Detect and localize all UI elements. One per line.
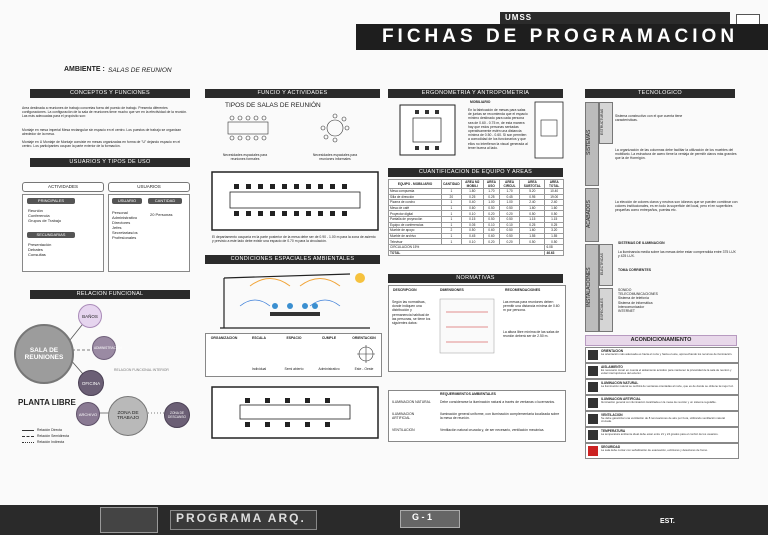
especial-item: Sistema de informática bbox=[618, 300, 653, 305]
table-cell: 0.45 bbox=[499, 194, 519, 200]
total-value: 46.63 bbox=[545, 250, 564, 256]
activity-item: Grupos de Trabajo bbox=[28, 218, 62, 223]
table-cell: 1.15 bbox=[545, 216, 564, 222]
table-cell: 0.50 bbox=[520, 211, 545, 217]
relacion-interior-label: RELACION FUNCIONAL INTERIOR bbox=[114, 368, 169, 372]
floor-plan-bottom bbox=[210, 385, 380, 440]
table-cell: 0.40 bbox=[461, 200, 483, 206]
orientation-value: Semi abierto bbox=[284, 367, 304, 371]
table-header: AREA CIRCUL bbox=[499, 180, 519, 189]
acond-row bbox=[585, 411, 739, 427]
acond-row bbox=[585, 379, 739, 395]
table-cell: 0.25 bbox=[545, 222, 564, 228]
table-cell: 1 bbox=[442, 200, 462, 206]
total-label: TOTAL bbox=[389, 250, 545, 256]
table-cell: 0.10 bbox=[461, 211, 483, 217]
table-header: AREA M2 MOBILI bbox=[461, 180, 483, 189]
user-item: Jefes bbox=[112, 225, 122, 230]
section-condiciones: CONDICIONES ESPACIALES AMBIENTALES bbox=[205, 255, 380, 264]
table-cell-item: Pantalla de proyección bbox=[389, 216, 442, 222]
table-cell: 0.50 bbox=[483, 205, 499, 211]
legend-label: Relación Indirecta bbox=[37, 440, 65, 445]
administracion-label: ADMINISTRACIÓN bbox=[94, 346, 122, 350]
legend-item bbox=[22, 428, 69, 432]
footer-sheet: G - 1 bbox=[412, 512, 433, 522]
table-cell: 0.60 bbox=[483, 233, 499, 239]
table-cell: 0.50 bbox=[461, 228, 483, 234]
normativas-col-1: DESCRIPCION bbox=[393, 288, 417, 292]
ambientales-text: Ventilación natural cruzada y, de ser necesario, ventilación mecánica. bbox=[440, 428, 545, 432]
formal-table-diagram bbox=[228, 116, 268, 140]
table-cell: 0.60 bbox=[483, 228, 499, 234]
table-cell: 1 bbox=[442, 189, 462, 195]
table-cell: 0.20 bbox=[499, 211, 519, 217]
orientation-header: ESPACIO bbox=[286, 336, 302, 340]
section-usuarios: USUARIOS Y TIPOS DE USO bbox=[30, 158, 190, 167]
table-header: EQUIPO - MOBILIARIO bbox=[389, 180, 442, 189]
especiales-list bbox=[618, 288, 658, 313]
table-cell: 0.50 bbox=[499, 205, 519, 211]
table-cell: 1 bbox=[442, 216, 462, 222]
table-cell: 0.05 bbox=[461, 222, 483, 228]
acond-text: Se debe garantizar una ventilación de 8 renovaciones de aire por hora, utilizando ventilación natural cruzada. bbox=[601, 416, 725, 424]
acond-text: Iluminación general con iluminación localizada en la mesa de reunión y un sistema regulable. bbox=[601, 400, 717, 404]
especial-item: Sistema de telefonía bbox=[618, 296, 649, 301]
window-icon bbox=[588, 382, 598, 392]
table-cell: 0.25 bbox=[461, 194, 483, 200]
table-cell: 1 bbox=[442, 211, 462, 217]
acond-row bbox=[585, 363, 739, 379]
legend-line bbox=[22, 442, 34, 443]
orientation-header: ESCALA bbox=[252, 336, 266, 340]
orientation-value: Administrativo bbox=[318, 367, 340, 371]
legend-label: Relación Semidirecta bbox=[37, 434, 70, 439]
table-header: CANTIDAD bbox=[442, 180, 462, 189]
funcion-caption-1: Necesidades espaciales para reuniones formales bbox=[222, 153, 268, 162]
table-cell: 1.00 bbox=[483, 200, 499, 206]
zona-trabajo-node bbox=[108, 396, 148, 436]
table-cell-item: Televisor bbox=[389, 239, 442, 245]
acond-row bbox=[585, 395, 739, 411]
table-cell: 3.20 bbox=[545, 228, 564, 234]
acond-title: ILUMINACION NATURAL bbox=[601, 381, 639, 385]
conceptos-bullet-2: Montaje en U Montaje de Montaje consiste en mesas organizadas en forma de "U" dejando espacio en el centro. Los participantes ocupan la parte exterior de la formación. bbox=[22, 140, 181, 149]
section-conceptos: CONCEPTOS Y FUNCIONES bbox=[30, 89, 190, 98]
normativas-col-2: DIMENSIONES bbox=[440, 288, 464, 292]
funcion-note: El departamento ocuparía en la parte posterior de la mesa debe ser de 0.90 - 1.00 m para la zona de asiento y previsto a este lado debe existir una espacio de 0.70 m para la circulación. bbox=[212, 235, 376, 244]
table-cell: 0.50 bbox=[483, 216, 499, 222]
ambiente-value: SALAS DE REUNION bbox=[108, 67, 172, 74]
legend-line bbox=[22, 430, 34, 431]
table-cell: 0.10 bbox=[461, 239, 483, 245]
table-cell-item: Mueble de archivo bbox=[389, 233, 442, 239]
cantidad-label: CANTIDAD bbox=[148, 198, 182, 204]
ergonomia-text: En la fabricación de mesas para salas de juntas se recomienda que el espacio mínimo destinado para cada persona sea de 0.60 - 0.75 m, de esta manera hay que estos personas sentadas operativamente estén una distancia mínima de 0.50 - 0.60. Si son permiten a comodidad de los funcionarios y que ellos no interfieran la visual generada al tener buena al lado. bbox=[468, 108, 528, 150]
principales-label: PRINCIPALES bbox=[27, 198, 75, 204]
table-cell: 1 bbox=[442, 222, 462, 228]
acond-row bbox=[585, 347, 739, 363]
principales-list bbox=[28, 208, 61, 223]
table-cell-item: Silla de dirección bbox=[389, 194, 442, 200]
table-cell: 2.40 bbox=[545, 200, 564, 206]
table-cell: 1.70 bbox=[499, 189, 519, 195]
ambientales-label: ILUMINACION ARTIFICIAL bbox=[392, 412, 415, 421]
especial-item: INTERNET bbox=[618, 309, 635, 314]
table-cell: 0.50 bbox=[499, 216, 519, 222]
table-cell: 0.20 bbox=[483, 239, 499, 245]
table-cell: 0.20 bbox=[483, 211, 499, 217]
ambientales-text: Iluminación general uniforme, con iluminación complementaria localizada sobre la mesa de reunión. bbox=[440, 412, 560, 421]
actividades-title: ACTIVIDADES bbox=[22, 182, 104, 192]
acond-text: La iluminación natural se recibirá de ventanas orientadas al norte, que es de donde se obtiene la mejor luz. bbox=[601, 384, 734, 388]
ambientales-label: ILUMINACION NATURAL bbox=[392, 400, 431, 404]
table-cell: 0.60 bbox=[461, 205, 483, 211]
table-cell: 0.95 bbox=[520, 194, 545, 200]
ambientales-title: REQUERIMIENTOS AMBIENTALES bbox=[440, 392, 496, 396]
secundarias-list bbox=[28, 242, 51, 257]
usuario-label: USUARIO bbox=[112, 198, 142, 204]
legend-item bbox=[22, 440, 69, 444]
footer-logo bbox=[100, 507, 158, 533]
table-cell: 1.15 bbox=[520, 216, 545, 222]
thermometer-icon bbox=[588, 430, 598, 440]
sun-icon bbox=[588, 350, 598, 360]
ergonomia-plan bbox=[395, 100, 460, 160]
acond-title: ILUMINACION ARTIFICIAL bbox=[601, 397, 641, 401]
equipment-table-wrap bbox=[388, 179, 564, 256]
informal-table-diagram bbox=[321, 114, 349, 142]
lamp-icon bbox=[588, 398, 598, 408]
table-cell: 1 bbox=[442, 239, 462, 245]
ambientales-text: Debe considerarse la iluminación natural a través de ventanas o lucernarios. bbox=[440, 400, 555, 404]
electricas-label: ELECTRICAS bbox=[600, 253, 604, 275]
header-code: UMSS bbox=[505, 13, 533, 22]
acond-text: Es necesario tomar en cuenta el aislamiento acústico para mantener la privacidad de la sala de reunión y evitar interrupciones del exterior. bbox=[601, 368, 732, 376]
conceptos-bullet-1: Montaje en mesa imperial Mesa rectangular sin espacio en el centro. Los puestos de trabajo se organizan alrededor de la mesa. bbox=[22, 128, 182, 137]
table-cell: 1.55 bbox=[520, 233, 545, 239]
table-cell: 0.50 bbox=[499, 228, 519, 234]
especial-item: SONIDO bbox=[618, 288, 632, 292]
table-cell: 1 bbox=[442, 233, 462, 239]
orientation-value: Individual bbox=[251, 367, 267, 371]
section-drawing bbox=[210, 266, 380, 332]
table-cell: 1.00 bbox=[499, 200, 519, 206]
instalaciones-label: INSTALACIONES bbox=[586, 267, 592, 307]
table-cell: 10.40 bbox=[545, 189, 564, 195]
table-cell: 2 bbox=[442, 228, 462, 234]
especial-item: TELECOMUNICACIONES bbox=[618, 292, 658, 297]
toma-corrientes-label: TOMA CORRIENTES bbox=[618, 268, 651, 272]
table-cell-item: Pizarra de corcho bbox=[389, 200, 442, 206]
normativas-desc: Según las normativas, donde indiquen una distribución y permanencia habitual de las personas, se tiene los siguientes datos: bbox=[392, 300, 431, 326]
iluminacion-subtitle: SISTEMAS DE ILUMINACION bbox=[618, 241, 665, 245]
zona-descanso-label: ZONA DE DESCANSO bbox=[168, 411, 186, 419]
insulation-icon bbox=[588, 366, 598, 376]
estructuras-label: ESTRUCTURAS bbox=[600, 108, 604, 136]
table-header: AREA TOTAL bbox=[545, 180, 564, 189]
normativas-col-3: RECOMENDACIONES bbox=[505, 288, 541, 292]
table-cell: 0.15 bbox=[461, 216, 483, 222]
zona-trabajo-label: ZONA DE TRABAJO bbox=[116, 411, 140, 421]
table-cell-item: Mesa compuesta bbox=[389, 189, 442, 195]
ambientales-label: VENTILACION bbox=[392, 428, 415, 432]
table-cell: 0.20 bbox=[499, 239, 519, 245]
table-header: AREA USO bbox=[483, 180, 499, 189]
oficina-node bbox=[78, 370, 104, 396]
acabados-label: ACABADOS bbox=[586, 200, 592, 228]
section-acondicionamiento: ACONDICIONAMIENTO bbox=[585, 335, 737, 346]
table-header-row bbox=[389, 180, 564, 189]
fan-icon bbox=[588, 414, 598, 424]
table-cell: 0.50 bbox=[499, 233, 519, 239]
banos-label: BAÑOS bbox=[82, 313, 98, 319]
table-cell: 0.50 bbox=[520, 239, 545, 245]
activity-item: Presentación bbox=[28, 242, 52, 247]
usuarios-title: USUARIOS bbox=[108, 182, 190, 192]
secundarias-label: SECUNDARIAS bbox=[27, 232, 75, 238]
acabados-text: La elección de colores claros y neutros son idóneos que se pueden combinar con colores institucionales, es en todo la superficie del local, pero el en superficies pequeñas como entrepaños, puertas etc. bbox=[615, 200, 738, 213]
table-cell-item: Mueble de apoyo bbox=[389, 228, 442, 234]
normativas-rec-2: La altura libre mínima de las salas de reunión deberá ser de 2.50 m. bbox=[503, 330, 560, 339]
ergonomia-detail bbox=[533, 100, 565, 160]
section-relacion: RELACION FUNCIONAL bbox=[30, 290, 190, 299]
orientation-value: Este - Oeste bbox=[354, 367, 374, 371]
table-row-total bbox=[389, 250, 564, 256]
acond-text: La sala debe contar con señalización de evacuación, extintores y detectores de humo. bbox=[601, 448, 708, 452]
fire-safety-icon bbox=[588, 446, 598, 456]
section-ergonomia: ERGONOMETRIA Y ANTROPOMETRIA bbox=[388, 89, 563, 98]
table-cell: 20 bbox=[442, 194, 462, 200]
table-cell: 5.20 bbox=[520, 189, 545, 195]
relation-legend bbox=[22, 428, 69, 445]
table-cell: 1.60 bbox=[545, 205, 564, 211]
administracion-node bbox=[92, 336, 122, 360]
conference-plan bbox=[210, 170, 380, 232]
table-cell: 0.50 bbox=[545, 239, 564, 245]
orientation-table bbox=[205, 333, 382, 377]
especiales-label: ESPECIALES bbox=[600, 298, 604, 320]
table-cell: 1.55 bbox=[545, 233, 564, 239]
table-cell: 1.60 bbox=[520, 228, 545, 234]
acond-text: La temperatura ambiente ideal debe estar entre 21 y 24 grados para el confort de los usuarios. bbox=[601, 432, 719, 436]
compass-icon bbox=[356, 344, 376, 364]
normativas-rec-1: Las mesas para reuniones deben permitir una distancia mínima de 0.60 m por persona. bbox=[503, 300, 560, 313]
meeting-room-diagrams bbox=[210, 110, 378, 152]
acond-title: SEGURIDAD bbox=[601, 445, 621, 449]
ambiente-label: AMBIENTE : bbox=[64, 66, 105, 73]
header-code-bar bbox=[500, 12, 730, 24]
mobiliario-label: MOBILIARIO bbox=[470, 100, 491, 104]
oficina-label: OFICINA bbox=[81, 380, 101, 386]
table-cell: 0.10 bbox=[499, 222, 519, 228]
sistemas-label: SISTEMAS bbox=[586, 129, 592, 155]
conceptos-text: Area destinada a reuniones de trabajo concretas fuera del puesto de trabajo. Presenta diferentes configuraciones. La configuración de la sala de reuniones tiene mucho que ver en la efectividad de la reunión. Las más adecuadas para el propósito son: bbox=[22, 106, 188, 119]
table-cell: 0.25 bbox=[520, 222, 545, 228]
iluminacion-text: La iluminancia media sobre las mesas debe estar comprendida entre 375 LUX y 425 LUX. bbox=[618, 250, 736, 259]
equipment-table-body bbox=[389, 189, 564, 245]
table-cell: 1 bbox=[442, 205, 462, 211]
footer-program: PROGRAMA ARQ. bbox=[176, 511, 306, 525]
archivo-node bbox=[76, 402, 100, 426]
table-cell: 1.70 bbox=[483, 189, 499, 195]
table-cell: 19.00 bbox=[545, 194, 564, 200]
table-cell: 0.45 bbox=[461, 233, 483, 239]
orientation-header: ORIENTACION bbox=[352, 336, 376, 340]
sistemas-text-1: Sistema constructivo con el que cuenta tiene características. bbox=[615, 114, 683, 123]
funcion-title: TIPOS DE SALAS DE REUNIÓN bbox=[225, 102, 321, 109]
usuarios-list bbox=[112, 210, 148, 240]
activity-item: Reunión bbox=[28, 208, 43, 213]
user-item: Secretarias/os bbox=[112, 230, 138, 235]
table-cell: 0.10 bbox=[483, 222, 499, 228]
table-cell: 1.80 bbox=[461, 189, 483, 195]
cantidad-value: 20 Personas bbox=[150, 212, 173, 217]
section-cuantificacion: CUANTIFICACION DE EQUIPO Y AREAS bbox=[388, 168, 563, 177]
activity-item: Conferencia bbox=[28, 213, 50, 218]
acond-text: La orientación más adecuada es hacia el norte y hacia el este, aprovechando los recursos de iluminación. bbox=[601, 352, 733, 356]
acond-row bbox=[585, 443, 739, 459]
table-cell: 0.50 bbox=[545, 211, 564, 217]
orientation-header: ORGANIZACION bbox=[210, 336, 238, 340]
acond-row bbox=[585, 427, 739, 443]
table-cell: 2.40 bbox=[520, 200, 545, 206]
page-title: FICHAS DE PROGRAMACION bbox=[381, 26, 739, 47]
archivo-label: ARCHIVO bbox=[78, 411, 98, 417]
zona-descanso-node bbox=[164, 402, 190, 428]
legend-line bbox=[22, 436, 34, 437]
table-header: AREA SUBTOTAL bbox=[520, 180, 545, 189]
user-item: Profesionales bbox=[112, 235, 137, 240]
banos-node bbox=[78, 304, 102, 328]
acond-title: AISLAMIENTO bbox=[601, 365, 623, 369]
legend-label: Relación Directa bbox=[37, 428, 62, 432]
section-tecnologico: TECNOLOGICO bbox=[585, 89, 735, 98]
equipment-table bbox=[388, 179, 564, 256]
sala-reuniones-label: SALA DE REUNIONES bbox=[24, 347, 64, 361]
funcion-caption-2: Necesidades espaciales para reuniones informales bbox=[312, 153, 358, 162]
especial-item: Intercomunicador bbox=[618, 304, 645, 309]
orientation-header: CUMPLE bbox=[321, 336, 337, 340]
sala-reuniones-node bbox=[14, 324, 74, 384]
legend-item bbox=[22, 434, 69, 438]
acond-title: VENTILACION bbox=[601, 413, 623, 417]
planta-libre-label: PLANTA LIBRE bbox=[18, 398, 76, 407]
table-cell-item: Proyector digital bbox=[389, 211, 442, 217]
acond-title: ORIENTACION bbox=[601, 349, 624, 353]
activity-item: Consultas bbox=[28, 252, 46, 257]
activity-item: Debates bbox=[28, 247, 43, 252]
normativas-dimensions bbox=[438, 297, 496, 355]
table-cell: 0.25 bbox=[483, 194, 499, 200]
user-item: Directores bbox=[112, 220, 131, 225]
user-item: Personal Administrativo bbox=[112, 210, 138, 220]
table-cell: 1.60 bbox=[520, 205, 545, 211]
section-normativas: NORMATIVAS bbox=[388, 274, 563, 283]
sistemas-text-2: La organización de las columnas debe facilitar la utilización de los muebles del mobiliario. La estructura de acero tiene la ventaja de permitir claros más grandes que la de Hormigón. bbox=[615, 148, 737, 161]
section-funcion: FUNCIO Y ACTIVIDADES bbox=[205, 89, 380, 98]
table-cell-item: Equipo de conferencias bbox=[389, 222, 442, 228]
acond-title: TEMPERATURA bbox=[601, 429, 626, 433]
footer-est: EST. bbox=[660, 518, 675, 525]
circulacion-value: 6.08 bbox=[545, 244, 564, 250]
circulacion-label: CIRCULACION 15% bbox=[389, 244, 545, 250]
table-cell-item: Mesa de café bbox=[389, 205, 442, 211]
